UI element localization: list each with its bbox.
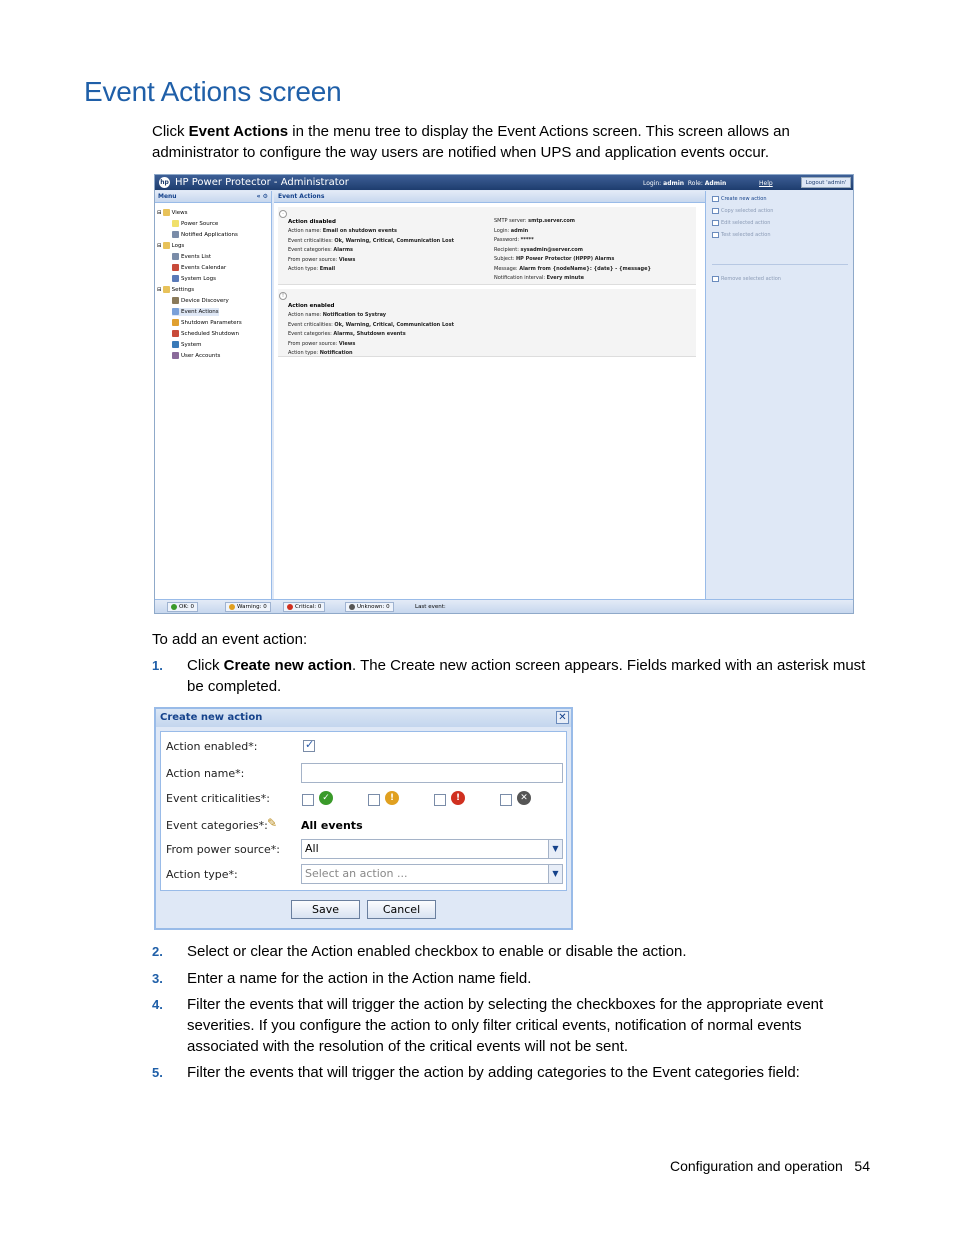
help-link[interactable]: Help bbox=[759, 180, 773, 187]
menu-item-icon bbox=[172, 319, 179, 326]
detail-key: Event criticalities: bbox=[288, 237, 333, 244]
detail-key: Action name: bbox=[288, 312, 322, 318]
power-source-label: From power source*: bbox=[166, 843, 280, 856]
toolbar-separator bbox=[712, 264, 848, 265]
detail-value: HP Power Protector (HPPP) Alarms bbox=[515, 256, 615, 262]
action-icon bbox=[712, 208, 719, 214]
tree-item-label: Settings bbox=[171, 287, 195, 293]
chevron-down-icon[interactable]: ▼ bbox=[548, 840, 562, 858]
action-entry-enabled[interactable] bbox=[278, 289, 696, 357]
detail-value: Ok, Warning, Critical, Communication Lost bbox=[334, 321, 454, 328]
tree-item-system-logs[interactable] bbox=[172, 275, 216, 283]
action-label: Copy selected action bbox=[721, 208, 774, 214]
menu-item-icon bbox=[172, 275, 179, 282]
status-icon bbox=[349, 604, 355, 610]
detail-key: Login: bbox=[494, 227, 510, 234]
menu-item-icon bbox=[172, 352, 179, 359]
last-event-label: Last event: bbox=[415, 604, 446, 610]
close-icon[interactable]: ✕ bbox=[556, 711, 569, 724]
action-detail-line bbox=[494, 275, 584, 281]
detail-key: Action name: bbox=[288, 228, 322, 234]
action-detail-line bbox=[288, 341, 355, 347]
detail-key: SMTP server: bbox=[494, 218, 527, 224]
action-toolbar-panel bbox=[707, 191, 853, 599]
step-number: 2. bbox=[152, 944, 163, 959]
tree-item-label: Events Calendar bbox=[181, 265, 227, 271]
role-label: Role: bbox=[687, 180, 703, 187]
action-detail-line bbox=[288, 322, 454, 328]
status-bar bbox=[155, 599, 853, 613]
action-enabled-checkbox[interactable] bbox=[303, 740, 315, 752]
role-value: Admin bbox=[704, 180, 727, 187]
app-title: HP Power Protector - Administrator bbox=[175, 177, 349, 188]
intro-text-pre: Click bbox=[152, 123, 189, 140]
status-label: Unknown: 0 bbox=[357, 604, 390, 610]
cancel-button[interactable]: Cancel bbox=[367, 900, 436, 919]
create-new-action-button[interactable] bbox=[712, 195, 767, 203]
action-detail-line bbox=[494, 247, 583, 253]
power-source-value: All bbox=[305, 842, 319, 855]
tree-item-label: Power Source bbox=[181, 221, 219, 227]
tree-item-user-accounts[interactable] bbox=[172, 352, 220, 360]
action-detail-line bbox=[288, 331, 406, 337]
logout-button[interactable]: Logout 'admin' bbox=[801, 177, 851, 188]
action-type-placeholder: Select an action ... bbox=[305, 867, 408, 880]
status-icon bbox=[171, 604, 177, 610]
detail-key: Event categories: bbox=[288, 331, 332, 337]
detail-value: Views bbox=[338, 256, 356, 263]
detail-value: Notification to Systray bbox=[322, 312, 387, 318]
collapse-toggle-icon[interactable]: ⊟ bbox=[157, 287, 162, 293]
detail-key: Action type: bbox=[288, 350, 319, 356]
step-text: Enter a name for the action in the Action name field. bbox=[187, 970, 532, 987]
event-categories-value: All events bbox=[301, 819, 363, 832]
tree-item-views[interactable] bbox=[157, 209, 188, 217]
action-label: Edit selected action bbox=[721, 220, 771, 226]
critical-checkbox[interactable] bbox=[434, 794, 446, 806]
step-text: Filter the events that will trigger the action by selecting the checkboxes for the appropriate event severities. If you configure the action to only filter critical events, notification of normal events associated with the resolution of the critical events will not be sent. bbox=[187, 996, 824, 1055]
folder-icon bbox=[163, 242, 170, 249]
action-type-label: Action type*: bbox=[166, 868, 238, 881]
tree-item-notified-applications[interactable] bbox=[172, 231, 238, 239]
action-detail-line bbox=[288, 228, 397, 234]
step-text: Filter the events that will trigger the action by adding categories to the Event categories field: bbox=[187, 1064, 800, 1081]
detail-value: Alarms, Shutdown events bbox=[333, 331, 406, 337]
detail-key: Event categories: bbox=[288, 247, 332, 253]
menu-header bbox=[155, 191, 271, 203]
status-counter-critical[interactable] bbox=[283, 602, 325, 612]
detail-key: Action type: bbox=[288, 266, 319, 272]
action-entry-disabled[interactable] bbox=[278, 207, 696, 285]
detail-value: ***** bbox=[520, 237, 534, 243]
step-text bbox=[187, 655, 872, 697]
tree-item-label: User Accounts bbox=[181, 353, 221, 359]
detail-key: Message: bbox=[494, 265, 518, 272]
tree-item-power-source[interactable] bbox=[172, 220, 218, 228]
action-detail-line bbox=[288, 266, 335, 272]
folder-icon bbox=[163, 209, 170, 216]
tree-item-event-actions[interactable] bbox=[172, 308, 219, 316]
detail-key: Password: bbox=[494, 237, 520, 243]
event-actions-header: Event Actions bbox=[274, 191, 705, 203]
action-detail-line bbox=[494, 228, 528, 234]
action-enabled-label: Action enabled*: bbox=[166, 740, 258, 753]
tree-item-scheduled-shutdown[interactable] bbox=[172, 330, 239, 338]
page-footer bbox=[600, 1158, 870, 1174]
step-number: 4. bbox=[152, 997, 163, 1012]
copy-selected-action-button[interactable] bbox=[712, 207, 773, 215]
action-status: Action disabled bbox=[288, 219, 336, 225]
tree-item-label: Events List bbox=[181, 254, 211, 260]
page-number: 54 bbox=[854, 1158, 870, 1174]
action-detail-line bbox=[288, 247, 353, 253]
power-source-select[interactable] bbox=[301, 839, 563, 859]
step-text-pre: Click bbox=[187, 657, 224, 674]
action-detail-line bbox=[494, 256, 614, 262]
event-actions-panel bbox=[274, 191, 706, 599]
status-counter-unknown[interactable] bbox=[345, 602, 394, 612]
menu-item-icon bbox=[172, 308, 179, 315]
action-icon bbox=[712, 276, 719, 282]
action-status: Action enabled bbox=[288, 303, 335, 309]
collapse-toggle-icon[interactable]: ⊟ bbox=[157, 210, 162, 216]
tree-item-system[interactable] bbox=[172, 341, 202, 349]
footer-section: Configuration and operation bbox=[669, 1158, 843, 1174]
login-value: admin bbox=[663, 180, 685, 187]
create-new-action-dialog bbox=[154, 707, 573, 930]
menu-header-label: Menu bbox=[158, 193, 177, 200]
tree-item-label: Views bbox=[171, 210, 188, 216]
remove-selected-action-button[interactable] bbox=[712, 275, 781, 283]
action-detail-line bbox=[288, 350, 353, 356]
action-icon bbox=[712, 220, 719, 226]
detail-key: Event criticalities: bbox=[288, 321, 333, 328]
test-selected-action-button[interactable] bbox=[712, 231, 771, 239]
action-detail-line bbox=[288, 238, 454, 244]
app-title-bar bbox=[155, 175, 853, 190]
menu-item-icon bbox=[172, 231, 179, 238]
ok-icon: ✓ bbox=[319, 791, 333, 805]
page-title: Event Actions screen bbox=[84, 76, 342, 107]
detail-value: Email bbox=[319, 266, 336, 272]
pencil-icon[interactable]: ✎ bbox=[267, 816, 278, 830]
tree-item-events-calendar[interactable] bbox=[172, 264, 226, 272]
action-label: Test selected action bbox=[721, 232, 771, 238]
detail-value: Alarms bbox=[333, 247, 354, 253]
tree-item-label: Device Discovery bbox=[181, 298, 229, 304]
unknown-checkbox[interactable] bbox=[500, 794, 512, 806]
tree-item-shutdown-parameters[interactable] bbox=[172, 319, 242, 327]
step-number: 1. bbox=[152, 658, 163, 673]
collapse-toggle-icon[interactable]: ⊟ bbox=[157, 243, 162, 249]
unknown-icon: ✕ bbox=[517, 791, 531, 805]
login-label: Login: bbox=[643, 180, 662, 187]
status-label: Critical: 0 bbox=[295, 604, 322, 610]
detail-value: sysadmin@server.com bbox=[520, 246, 583, 253]
dialog-title: Create new action bbox=[156, 709, 571, 727]
intro-text-bold: Event Actions bbox=[188, 123, 289, 140]
detail-value: smtp.server.com bbox=[528, 218, 575, 224]
step-number: 5. bbox=[152, 1065, 163, 1080]
action-label: Create new action bbox=[721, 196, 767, 202]
menu-tree-panel bbox=[155, 191, 272, 599]
action-icon bbox=[712, 196, 719, 202]
tree-item-label: Notified Applications bbox=[181, 232, 238, 238]
tree-item-label: Event Actions bbox=[181, 309, 219, 315]
warning-checkbox[interactable] bbox=[368, 794, 380, 806]
detail-key: From power source: bbox=[288, 256, 338, 263]
tree-item-label: Logs bbox=[171, 243, 185, 249]
step-text-bold: Create new action bbox=[223, 657, 353, 674]
menu-item-icon bbox=[172, 341, 179, 348]
event-categories-label: Event categories*: bbox=[166, 819, 268, 832]
action-enabled-icon: ! bbox=[279, 292, 287, 300]
critical-icon: ! bbox=[451, 791, 465, 805]
menu-item-icon bbox=[172, 264, 179, 271]
step-text: Select or clear the Action enabled checkbox to enable or disable the action. bbox=[187, 943, 687, 960]
detail-value: Ok, Warning, Critical, Communication Lost bbox=[334, 237, 454, 244]
menu-item-icon bbox=[172, 220, 179, 227]
tree-item-label: Shutdown Parameters bbox=[181, 320, 242, 326]
intro-text-post: in the menu tree to display the Event Actions screen. This screen allows an administrator to configure the way users are notified when UPS and application events occur. bbox=[152, 123, 790, 161]
detail-value: Email on shutdown events bbox=[322, 228, 398, 234]
detail-key: Notification interval: bbox=[494, 275, 546, 281]
detail-value: admin bbox=[510, 227, 529, 234]
action-detail-line bbox=[288, 312, 386, 318]
warning-icon: ! bbox=[385, 791, 399, 805]
tree-item-label: System bbox=[181, 342, 202, 348]
tree-item-logs[interactable] bbox=[157, 242, 184, 250]
menu-item-icon bbox=[172, 253, 179, 260]
action-detail-line bbox=[494, 266, 651, 272]
detail-value: Views bbox=[338, 340, 356, 347]
action-name-input[interactable] bbox=[301, 763, 563, 783]
action-detail-line bbox=[288, 257, 355, 263]
tree-item-device-discovery[interactable] bbox=[172, 297, 229, 305]
action-type-select[interactable] bbox=[301, 864, 563, 884]
save-button[interactable]: Save bbox=[291, 900, 360, 919]
dialog-form bbox=[160, 731, 567, 891]
menu-item-icon bbox=[172, 297, 179, 304]
action-disabled-icon: · bbox=[279, 210, 287, 218]
tree-item-settings[interactable] bbox=[157, 286, 194, 294]
action-detail-line bbox=[494, 237, 534, 243]
folder-icon bbox=[163, 286, 170, 293]
ok-checkbox[interactable] bbox=[302, 794, 314, 806]
step-number: 3. bbox=[152, 971, 163, 986]
to-add-text: To add an event action: bbox=[152, 631, 308, 648]
status-counter-warning[interactable] bbox=[225, 602, 271, 612]
login-info bbox=[643, 176, 726, 191]
hp-logo-icon: hp bbox=[160, 179, 169, 186]
intro-paragraph bbox=[152, 121, 872, 163]
menu-item-icon bbox=[172, 330, 179, 337]
event-actions-screenshot bbox=[154, 174, 854, 614]
action-detail-line bbox=[494, 218, 575, 224]
chevron-down-icon[interactable]: ▼ bbox=[548, 865, 562, 883]
step-text-post: . The Create new action screen appears. Fields marked with an asterisk must be completed. bbox=[187, 657, 866, 695]
detail-value: Alarm from {nodeName}: {date} - {message} bbox=[519, 265, 652, 272]
status-counter-ok[interactable] bbox=[167, 602, 198, 612]
tree-item-events-list[interactable] bbox=[172, 253, 211, 261]
detail-value: Every minute bbox=[546, 275, 584, 281]
detail-key: Recipient: bbox=[494, 246, 519, 253]
detail-key: From power source: bbox=[288, 340, 338, 347]
collapse-icon[interactable]: « ⚙ bbox=[256, 193, 268, 200]
status-icon bbox=[229, 604, 235, 610]
status-label: Warning: 0 bbox=[237, 604, 267, 610]
action-name-label: Action name*: bbox=[166, 767, 245, 780]
detail-key: Subject: bbox=[494, 256, 515, 262]
action-icon bbox=[712, 232, 719, 238]
detail-value: Notification bbox=[319, 350, 353, 356]
tree-item-label: Scheduled Shutdown bbox=[181, 331, 239, 337]
edit-selected-action-button[interactable] bbox=[712, 219, 770, 227]
status-icon bbox=[287, 604, 293, 610]
tree-item-label: System Logs bbox=[181, 276, 216, 282]
status-label: OK: 0 bbox=[179, 604, 195, 610]
event-criticalities-label: Event criticalities*: bbox=[166, 792, 270, 805]
action-label: Remove selected action bbox=[721, 276, 781, 282]
